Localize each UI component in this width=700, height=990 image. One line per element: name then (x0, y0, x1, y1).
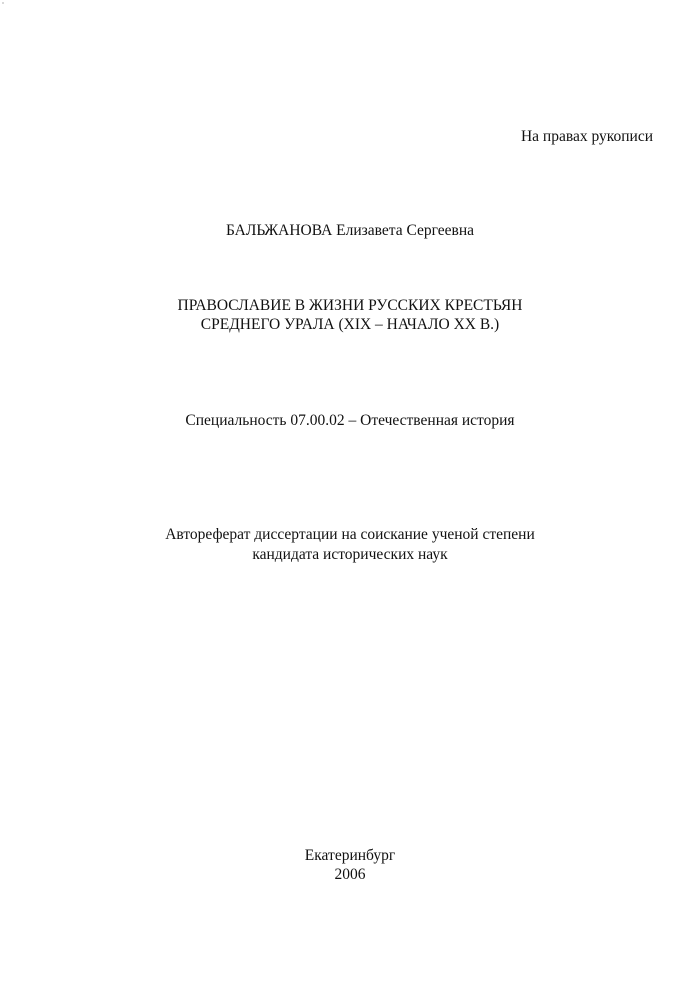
degree-line-2: кандидата исторических наук (252, 546, 448, 563)
title-line-1: ПРАВОСЛАВИЕ В ЖИЗНИ РУССКИХ КРЕСТЬЯН (177, 297, 523, 314)
degree-line-1: Автореферат диссертации на соискание ученой степени (165, 526, 535, 543)
publication-year: 2006 (334, 866, 366, 883)
manuscript-note: На правах рукописи (520, 128, 653, 145)
author-name: БАЛЬЖАНОВА Елизавета Сергеевна (225, 222, 475, 239)
scan-artifact (2, 2, 4, 4)
city-name: Екатеринбург (304, 847, 396, 864)
specialty-text: Специальность 07.00.02 – Отечественная история (185, 412, 515, 429)
title-line-2: СРЕДНЕГО УРАЛА (XIX – НАЧАЛО XX В.) (200, 316, 500, 333)
